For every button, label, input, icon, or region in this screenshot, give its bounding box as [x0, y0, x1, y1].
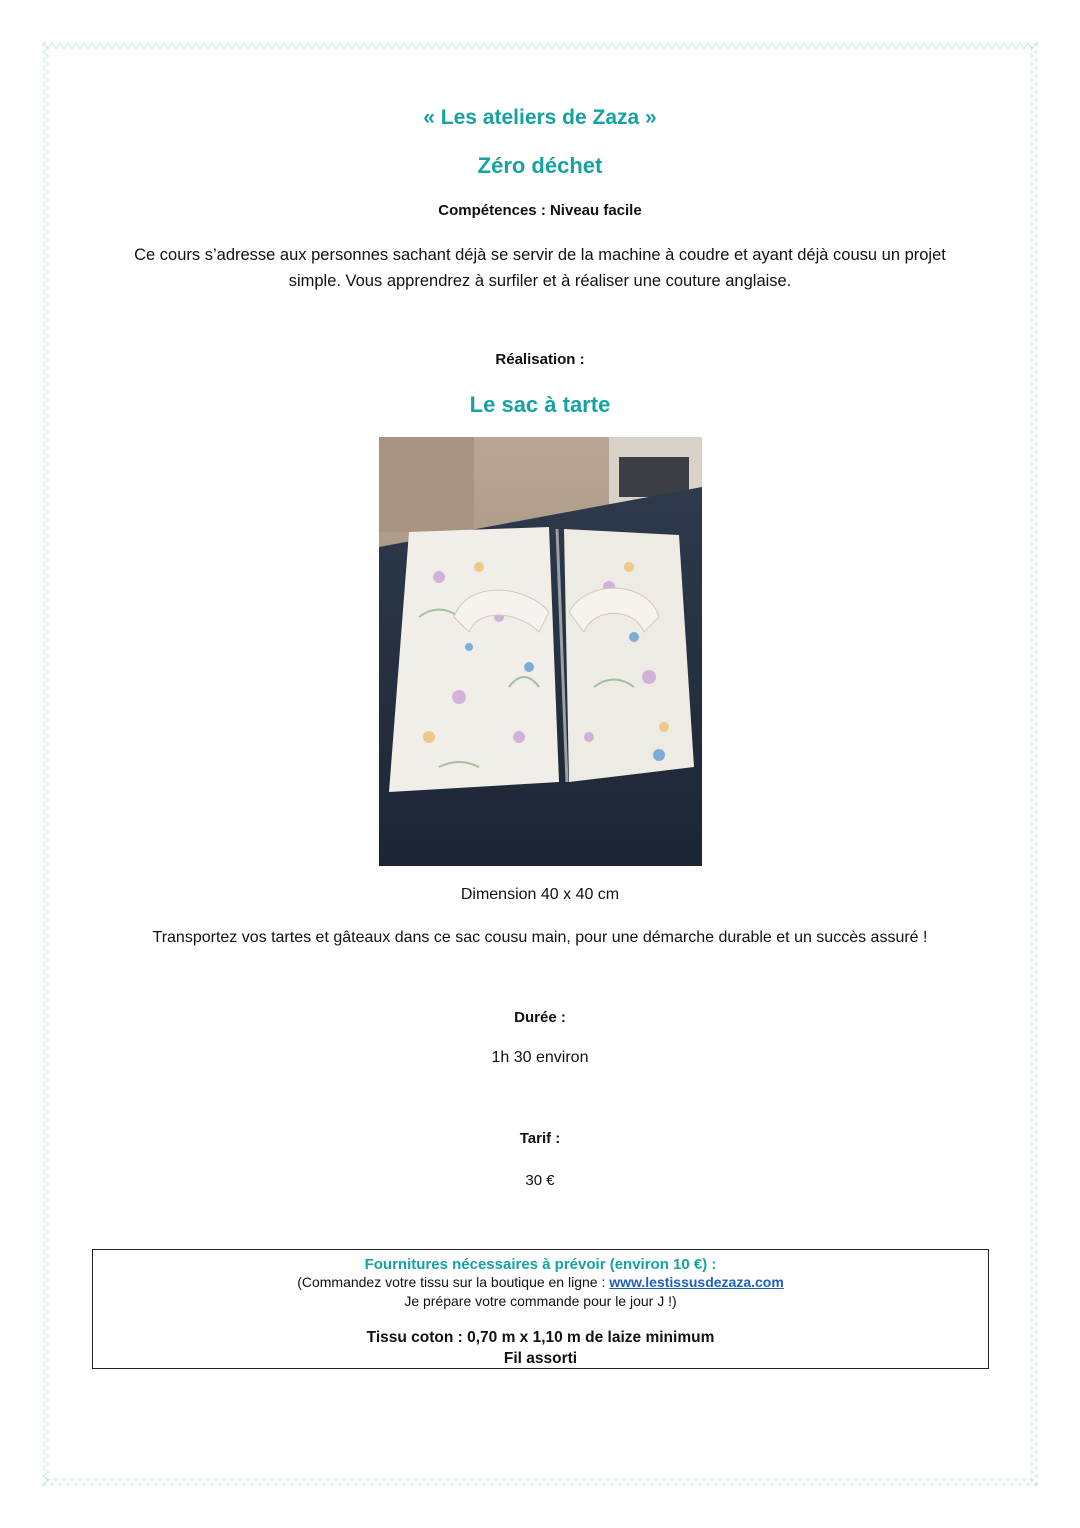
prep-note: Je prépare votre commande pour le jour J !): [404, 1293, 677, 1309]
skills-level: Compétences : Niveau facile: [438, 202, 642, 219]
duration-value: 1h 30 environ: [491, 1049, 589, 1066]
project-label: Réalisation :: [495, 351, 585, 368]
course-description: Ce cours s’adresse aux personnes sachant déjà se servir de la machine à coudre et ayant déjà cousu un projet simple. Vous apprendrez à surfiler et à réaliser une couture anglaise.: [134, 246, 946, 290]
price-label: Tarif :: [519, 1130, 561, 1147]
thread-requirement: Fil assorti: [503, 1350, 578, 1367]
page-title: « Les ateliers de Zaza »: [423, 106, 657, 129]
order-prefix: (Commandez votre tissu sur la boutique en ligne :: [297, 1274, 610, 1290]
project-title: Le sac à tarte: [469, 392, 611, 417]
shop-link[interactable]: www.lestissusdezaza.com: [609, 1274, 784, 1290]
supplies-heading: Fournitures nécessaires à prévoir (environ 10 €) :: [364, 1256, 717, 1273]
dimension-text: Dimension 40 x 40 cm: [460, 886, 620, 903]
project-pitch: Transportez vos tartes et gâteaux dans ce sac cousu main, pour une démarche durable et un succès assuré !: [152, 929, 928, 946]
order-note: [93, 1273, 988, 1292]
page-subtitle: Zéro déchet: [477, 153, 603, 178]
duration-label: Durée :: [514, 1009, 566, 1026]
supplies-box: [92, 1249, 989, 1369]
project-photo: [379, 437, 702, 866]
fabric-requirement: Tissu coton : 0,70 m x 1,10 m de laize minimum: [366, 1329, 715, 1346]
price-value: 30 €: [525, 1172, 555, 1189]
